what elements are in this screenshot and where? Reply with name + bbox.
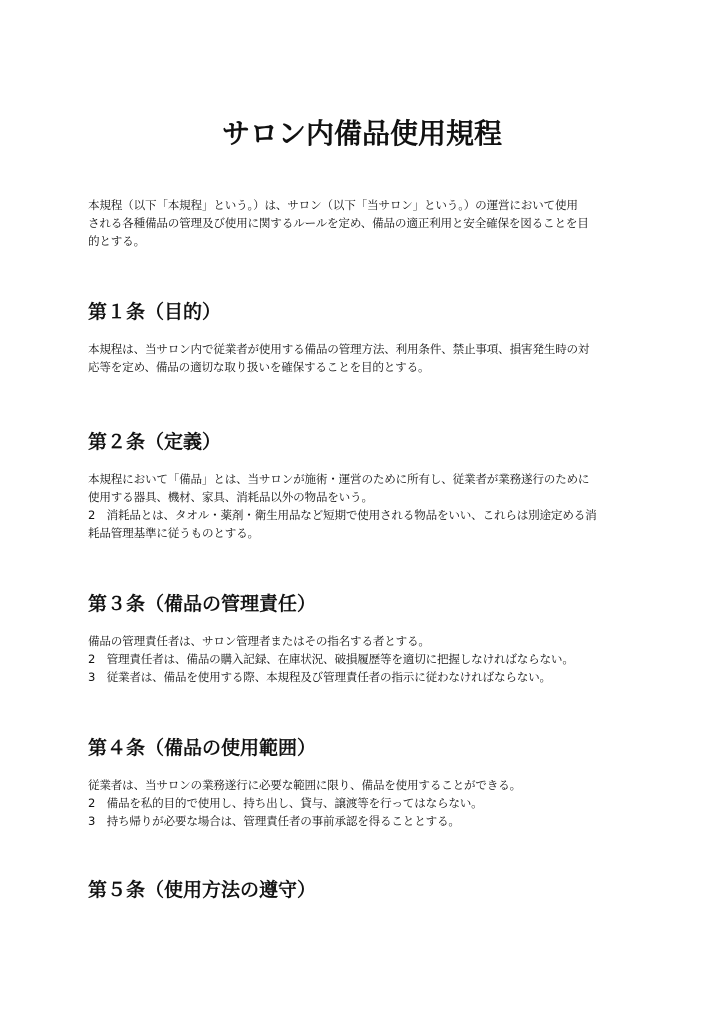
article-line: 本規程において「備品」とは、当サロンが施術・運営のために所有し、従業者が業務遂行のために xyxy=(88,472,590,486)
article-line: 3 持ち帰りが必要な場合は、管理責任者の事前承認を得ることとする。 xyxy=(88,814,460,828)
article-5 xyxy=(88,876,636,918)
article-line: 2 管理責任者は、備品の購入記録、在庫状況、破損履歴等を適切に把握しなければならない。 xyxy=(88,652,574,666)
article-line: 応等を定め、備品の適切な取り扱いを確保することを目的とする。 xyxy=(88,360,430,374)
article-4 xyxy=(88,734,636,830)
document-title: サロン内備品使用規程 xyxy=(221,117,502,150)
article-heading: 第１条（目的） xyxy=(88,301,222,323)
article-heading: 第３条（備品の管理責任） xyxy=(88,593,317,615)
intro-line: 本規程（以下「本規程」という。）は、サロン（以下「当サロン」という。）の運営において使用 xyxy=(88,198,578,212)
article-heading: 第２条（定義） xyxy=(88,431,222,453)
intro-line: 的とする。 xyxy=(88,234,145,248)
article-line: 2 備品を私的目的で使用し、持ち出し、貸与、譲渡等を行ってはならない。 xyxy=(88,796,483,810)
article-1 xyxy=(88,298,636,376)
article-2 xyxy=(88,428,636,542)
article-heading: 第５条（使用方法の遵守） xyxy=(88,879,317,901)
intro-line: される各種備品の管理及び使用に関するルールを定め、備品の適正利用と安全確保を図ることを目 xyxy=(88,216,589,230)
article-line: 耗品管理基準に従うものとする。 xyxy=(88,526,259,540)
article-line: 2 消耗品とは、タオル・薬剤・衛生用品など短期で使用される物品をいい、これらは別途定める消 xyxy=(88,508,597,522)
article-line: 本規程は、当サロン内で従業者が使用する備品の管理方法、利用条件、禁止事項、損害発生時の対 xyxy=(88,342,590,356)
article-line: 従業者は、当サロンの業務遂行に必要な範囲に限り、備品を使用することができる。 xyxy=(88,778,521,792)
article-3 xyxy=(88,590,636,686)
article-line: 3 従業者は、備品を使用する際、本規程及び管理責任者の指示に従わなければならない。 xyxy=(88,670,551,684)
intro-paragraph xyxy=(88,196,636,250)
article-line: 備品の管理責任者は、サロン管理者またはその指名する者とする。 xyxy=(88,634,430,648)
article-line: 使用する器具、機材、家具、消耗品以外の物品をいう。 xyxy=(88,490,373,504)
article-heading: 第４条（備品の使用範囲） xyxy=(88,737,317,759)
